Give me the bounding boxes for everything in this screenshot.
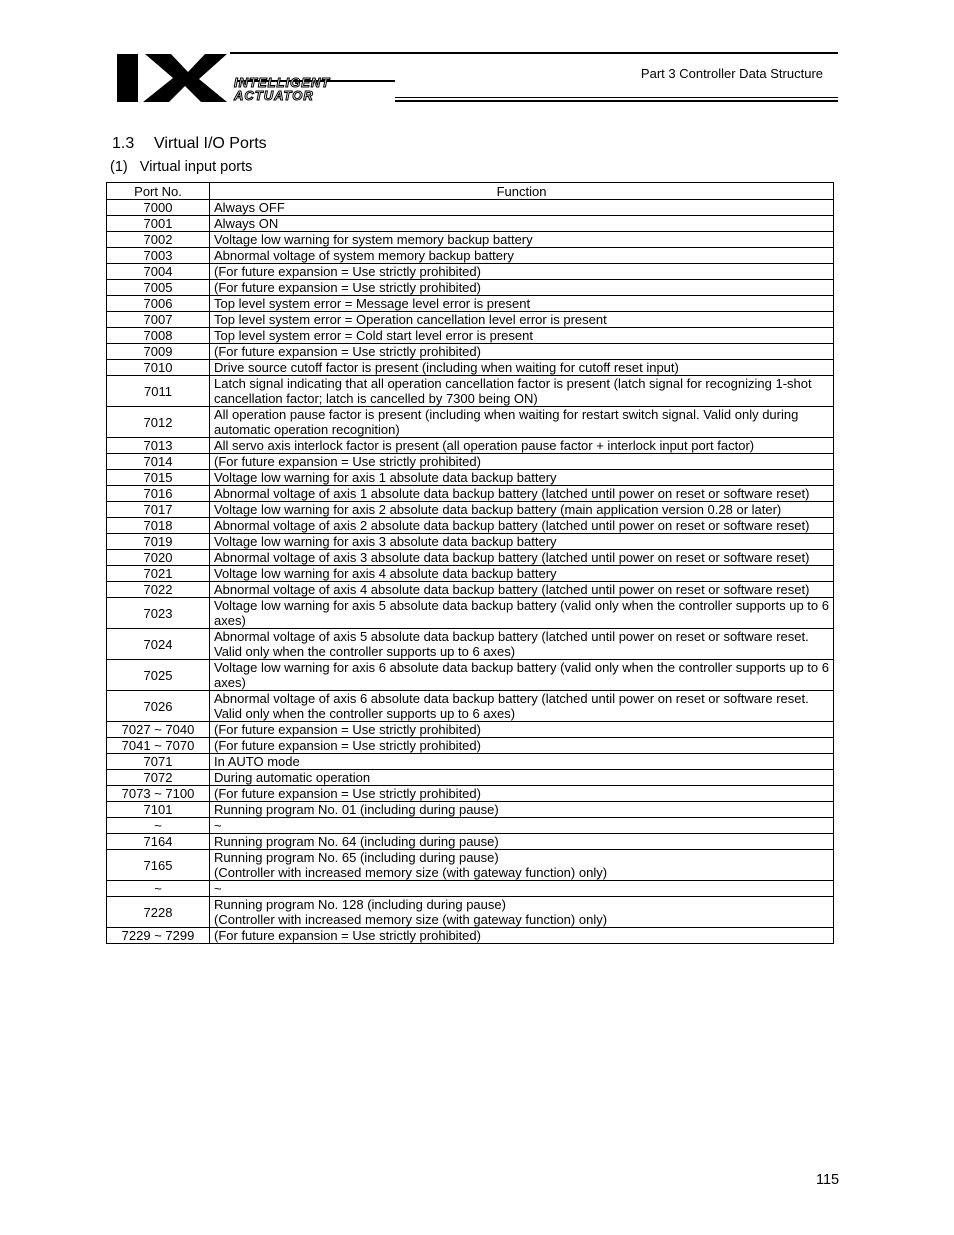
function-cell: Abnormal voltage of axis 2 absolute data backup battery (latched until power on reset or software reset) xyxy=(210,518,834,534)
function-cell: Latch signal indicating that all operation cancellation factor is present (latch signal for recognizing 1-shot cancellation factor; latch is cancelled by 7300 being ON) xyxy=(210,376,834,407)
table-row xyxy=(107,264,834,280)
header-rule-bottom-thin xyxy=(395,97,838,98)
port-number-cell: 7007 xyxy=(107,312,210,328)
table-row xyxy=(107,248,834,264)
table-row xyxy=(107,296,834,312)
function-cell: Voltage low warning for axis 1 absolute data backup battery xyxy=(210,470,834,486)
table-row xyxy=(107,722,834,738)
function-cell: Running program No. 64 (including during pause) xyxy=(210,834,834,850)
function-cell: Voltage low warning for axis 4 absolute data backup battery xyxy=(210,566,834,582)
subsection-heading: (1) Virtual input ports xyxy=(110,159,253,175)
table-row xyxy=(107,818,834,834)
function-cell: (For future expansion = Use strictly prohibited) xyxy=(210,280,834,296)
table-row xyxy=(107,486,834,502)
section-number: 1.3 xyxy=(112,135,135,152)
table-row xyxy=(107,328,834,344)
port-number-cell: 7001 xyxy=(107,216,210,232)
table-row xyxy=(107,502,834,518)
table-row xyxy=(107,407,834,438)
function-cell: (For future expansion = Use strictly prohibited) xyxy=(210,786,834,802)
port-number-cell: 7023 xyxy=(107,598,210,629)
table-row xyxy=(107,232,834,248)
port-number-cell: 7101 xyxy=(107,802,210,818)
port-number-cell: 7016 xyxy=(107,486,210,502)
table-row xyxy=(107,770,834,786)
column-header-port: Port No. xyxy=(107,183,210,200)
header-rule-area xyxy=(230,52,838,104)
port-number-cell: 7008 xyxy=(107,328,210,344)
port-number-cell: 7010 xyxy=(107,360,210,376)
port-number-cell: 7004 xyxy=(107,264,210,280)
table-body xyxy=(107,200,834,944)
function-cell: Voltage low warning for axis 5 absolute data backup battery (valid only when the controller supports up to 6 axes) xyxy=(210,598,834,629)
logo-text-intelligent: INTELLIGENT xyxy=(234,75,331,90)
function-cell: During automatic operation xyxy=(210,770,834,786)
table-row xyxy=(107,518,834,534)
table-row xyxy=(107,897,834,928)
port-number-cell: 7022 xyxy=(107,582,210,598)
function-cell: Abnormal voltage of axis 4 absolute data backup battery (latched until power on reset or software reset) xyxy=(210,582,834,598)
function-cell: ~ xyxy=(210,818,834,834)
port-number-cell: 7020 xyxy=(107,550,210,566)
function-cell: Voltage low warning for system memory backup battery xyxy=(210,232,834,248)
function-line: Running program No. 128 (including during pause) xyxy=(214,897,506,912)
table-row xyxy=(107,200,834,216)
port-number-cell: 7018 xyxy=(107,518,210,534)
header-rule-top xyxy=(230,52,838,54)
table-row xyxy=(107,928,834,944)
table-row xyxy=(107,738,834,754)
table-row xyxy=(107,280,834,296)
header-section-title: Part 3 Controller Data Structure xyxy=(640,66,823,81)
function-cell: Voltage low warning for axis 3 absolute data backup battery xyxy=(210,534,834,550)
table-header-row xyxy=(107,183,834,200)
port-number-cell: 7015 xyxy=(107,470,210,486)
table-row xyxy=(107,754,834,770)
port-number-cell: 7228 xyxy=(107,897,210,928)
port-number-cell: ~ xyxy=(107,881,210,897)
function-cell: Abnormal voltage of axis 1 absolute data backup battery (latched until power on reset or software reset) xyxy=(210,486,834,502)
function-cell: Always ON xyxy=(210,216,834,232)
function-line: (Controller with increased memory size (with gateway function) only) xyxy=(214,912,608,927)
table-row xyxy=(107,438,834,454)
function-cell: (For future expansion = Use strictly prohibited) xyxy=(210,264,834,280)
section-heading xyxy=(112,135,267,153)
table-row xyxy=(107,850,834,881)
function-cell: In AUTO mode xyxy=(210,754,834,770)
function-line: (Controller with increased memory size (with gateway function) only) xyxy=(214,865,608,880)
page-number: 115 xyxy=(816,1172,840,1188)
port-number-cell: 7000 xyxy=(107,200,210,216)
table-row xyxy=(107,312,834,328)
table-row xyxy=(107,691,834,722)
table-row xyxy=(107,360,834,376)
table-row xyxy=(107,629,834,660)
function-cell: Voltage low warning for axis 2 absolute data backup battery (main application version 0.28 or later) xyxy=(210,502,834,518)
function-cell xyxy=(210,897,834,928)
function-cell: Abnormal voltage of axis 6 absolute data backup battery (latched until power on reset or software reset. Valid only when the controller supports up to 6 axes) xyxy=(210,691,834,722)
function-cell: Running program No. 01 (including during pause) xyxy=(210,802,834,818)
function-cell: Top level system error = Operation cancellation level error is present xyxy=(210,312,834,328)
table-row xyxy=(107,550,834,566)
port-number-cell: 7012 xyxy=(107,407,210,438)
port-number-cell: 7229 ~ 7299 xyxy=(107,928,210,944)
port-number-cell: 7072 xyxy=(107,770,210,786)
table-row xyxy=(107,834,834,850)
port-number-cell: 7025 xyxy=(107,660,210,691)
table-row xyxy=(107,660,834,691)
port-number-cell: 7003 xyxy=(107,248,210,264)
function-cell: Always OFF xyxy=(210,200,834,216)
port-number-cell: 7017 xyxy=(107,502,210,518)
function-cell: Abnormal voltage of axis 3 absolute data backup battery (latched until power on reset or software reset) xyxy=(210,550,834,566)
port-number-cell: 7164 xyxy=(107,834,210,850)
table-row xyxy=(107,566,834,582)
function-cell xyxy=(210,850,834,881)
port-number-cell: 7071 xyxy=(107,754,210,770)
function-cell: All operation pause factor is present (including when waiting for restart switch signal. Valid only during automatic operation recognition) xyxy=(210,407,834,438)
port-number-cell: 7013 xyxy=(107,438,210,454)
table-row xyxy=(107,376,834,407)
function-cell: ~ xyxy=(210,881,834,897)
function-cell: All servo axis interlock factor is present (all operation pause factor + interlock input port factor) xyxy=(210,438,834,454)
function-cell: Voltage low warning for axis 6 absolute data backup battery (valid only when the controller supports up to 6 axes) xyxy=(210,660,834,691)
port-number-cell: 7014 xyxy=(107,454,210,470)
table-row xyxy=(107,786,834,802)
port-number-cell: 7041 ~ 7070 xyxy=(107,738,210,754)
function-cell: Abnormal voltage of system memory backup battery xyxy=(210,248,834,264)
port-number-cell: 7005 xyxy=(107,280,210,296)
port-number-cell: ~ xyxy=(107,818,210,834)
table-row xyxy=(107,534,834,550)
port-number-cell: 7019 xyxy=(107,534,210,550)
function-cell: (For future expansion = Use strictly prohibited) xyxy=(210,738,834,754)
function-cell: Abnormal voltage of axis 5 absolute data backup battery (latched until power on reset or software reset. Valid only when the controller supports up to 6 axes) xyxy=(210,629,834,660)
function-cell: (For future expansion = Use strictly prohibited) xyxy=(210,454,834,470)
port-number-cell: 7073 ~ 7100 xyxy=(107,786,210,802)
function-cell: (For future expansion = Use strictly prohibited) xyxy=(210,928,834,944)
port-number-cell: 7011 xyxy=(107,376,210,407)
table-row xyxy=(107,344,834,360)
port-number-cell: 7165 xyxy=(107,850,210,881)
port-number-cell: 7027 ~ 7040 xyxy=(107,722,210,738)
logo-text-actuator: ACTUATOR xyxy=(234,88,314,103)
function-cell: (For future expansion = Use strictly prohibited) xyxy=(210,722,834,738)
table-row xyxy=(107,881,834,897)
section-title: Virtual I/O Ports xyxy=(154,135,267,152)
port-number-cell: 7002 xyxy=(107,232,210,248)
table-row xyxy=(107,216,834,232)
virtual-input-ports-table xyxy=(106,182,834,944)
table-row xyxy=(107,454,834,470)
function-cell: (For future expansion = Use strictly prohibited) xyxy=(210,344,834,360)
port-number-cell: 7026 xyxy=(107,691,210,722)
column-header-function: Function xyxy=(210,183,834,200)
port-number-cell: 7009 xyxy=(107,344,210,360)
table-row xyxy=(107,802,834,818)
function-cell: Top level system error = Message level error is present xyxy=(210,296,834,312)
page-header xyxy=(0,0,954,120)
function-line: Running program No. 65 (including during pause) xyxy=(214,850,499,865)
port-number-cell: 7021 xyxy=(107,566,210,582)
table-row xyxy=(107,598,834,629)
header-rule-bottom xyxy=(395,100,838,102)
port-number-cell: 7006 xyxy=(107,296,210,312)
function-cell: Drive source cutoff factor is present (including when waiting for cutoff reset input) xyxy=(210,360,834,376)
port-number-cell: 7024 xyxy=(107,629,210,660)
table-row xyxy=(107,582,834,598)
function-cell: Top level system error = Cold start level error is present xyxy=(210,328,834,344)
table-row xyxy=(107,470,834,486)
